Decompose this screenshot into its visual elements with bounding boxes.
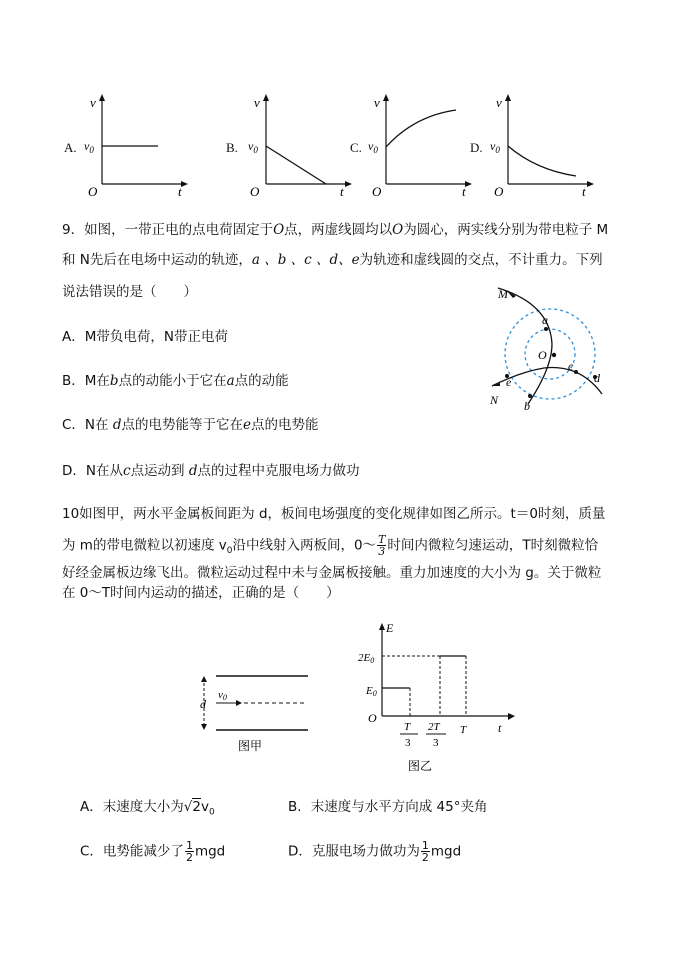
q9-option-c: C．N在 d点的电势能等于它在e点的电势能: [62, 417, 319, 433]
q10-stem-line3: 好经金属板边缘飞出。微粒运动过程中未与金属板接触。重力加速度的大小为 g。关于微粒: [62, 565, 602, 581]
q10-yi-t: t: [498, 721, 502, 735]
q10-option-d: D．克服电场力做功为 $\frac{1}{2}$ mgd: [288, 839, 462, 864]
q9-fig-N: N: [490, 393, 499, 407]
q10-yi-tick2-den: 3: [433, 737, 439, 749]
q9-fig-M: M: [498, 287, 508, 301]
graph-option-a-label: A.: [64, 140, 77, 155]
graph-option-b-label: B.: [226, 140, 238, 155]
graph-d-v-label: v: [496, 95, 502, 110]
q10-stem-line2: 为 m的带电微粒以初速度 $v_0$沿中线射入两板间，0～ $\frac{T}{3}$ 时间内微粒匀速运动，T时刻微粒恰: [62, 533, 599, 558]
graph-b-origin: O: [250, 184, 260, 196]
graph-b-t-label: t: [340, 184, 344, 196]
q10-option-a: A．末速度大小为$√2v_0$: [80, 799, 215, 818]
q10-d-frac: $\frac{1}{2}$: [421, 839, 429, 864]
q10-jia-caption: 图甲: [238, 739, 263, 753]
q10-yi-caption: 图乙: [408, 759, 433, 773]
graph-a-v0: $v_0$: [84, 139, 94, 155]
q9-fig-d: d: [594, 371, 600, 385]
q10-stem-line1: 10如图甲，两水平金属板间距为 d，板间电场强度的变化规律如图乙所示。t＝0时刻，质量: [62, 506, 606, 522]
graph-option-d-label: D.: [470, 140, 483, 155]
q10-option-b: B．末速度与水平方向成 45°夹角: [288, 799, 488, 815]
q10-jia-v0: v0: [218, 689, 227, 702]
q10-c-frac: $\frac{1}{2}$: [185, 839, 193, 864]
q9-option-a: A．M带负电荷，N带正电荷: [62, 329, 228, 345]
q10-figure-yi: [338, 618, 523, 778]
graph-d-v0: $v_0$: [490, 139, 500, 155]
q9-stem-line1: 9．如图，一带正电的点电荷固定于O点，两虚线圆均以O为圆心，两实线分别为带电粒子 M: [62, 222, 609, 238]
graph-option-c-label: C.: [350, 140, 362, 155]
q10-stem-line4: 在 0～T时间内运动的描述，正确的是（ ）: [62, 585, 340, 601]
q10-yi-2E0: 2E0: [358, 652, 375, 665]
q10-yi-tick3: T: [460, 724, 467, 736]
q9-fig-b: b: [524, 399, 530, 413]
graph-option-a: [80, 90, 190, 196]
graph-options-row: [0, 90, 688, 200]
graph-a-t-label: t: [178, 184, 182, 196]
q10-jia-d: d: [200, 697, 206, 711]
q9-fig-e: e: [506, 375, 512, 389]
q10-yi-tick1-den: 3: [405, 737, 411, 749]
graph-c-v-label: v: [374, 95, 380, 110]
graph-c-v0: $v_0$: [368, 139, 378, 155]
q9-stem-line2: 和 N先后在电场中运动的轨迹，a 、b 、c 、d、e为轨迹和虚线圆的交点，不计重力。下列: [62, 252, 603, 268]
q9-fig-c: c: [568, 359, 574, 373]
graph-option-d: [486, 90, 598, 196]
graph-b-v0: $v_0$: [248, 139, 258, 155]
q10-yi-tick1-num: T: [404, 721, 411, 733]
q9-stem-line3: 说法错误的是（ ）: [62, 284, 197, 300]
q9-fig-O: O: [538, 348, 547, 362]
q10-figure-jia: [190, 664, 320, 754]
graph-d-t-label: t: [582, 184, 586, 196]
graph-b-v-label: v: [254, 95, 260, 110]
graph-c-t-label: t: [462, 184, 466, 196]
q9-option-b: B．M在b点的动能小于它在a点的动能: [62, 373, 289, 389]
graph-a-v-label: v: [90, 95, 96, 110]
q9-figure: [480, 282, 610, 417]
q9-fig-a: a: [542, 313, 548, 327]
graph-d-origin: O: [494, 184, 504, 196]
graph-c-origin: O: [372, 184, 382, 196]
graph-a-origin: O: [88, 184, 98, 196]
q10-yi-tick2-num: 2T: [428, 721, 440, 733]
q10-frac-t3: $\frac{T}{3}$: [378, 533, 386, 558]
q9-option-d: D．N在从c点运动到 d点的过程中克服电场力做功: [62, 463, 360, 479]
q10-yi-E: E: [386, 621, 394, 635]
q10-yi-E0: E0: [366, 685, 377, 698]
q10-yi-O: O: [368, 711, 377, 725]
graph-option-b: [244, 90, 354, 196]
q10-option-c: C．电势能减少了 $\frac{1}{2}$ mgd: [80, 839, 226, 864]
graph-option-c: [364, 90, 476, 196]
sqrt-symbol: √: [183, 799, 193, 815]
